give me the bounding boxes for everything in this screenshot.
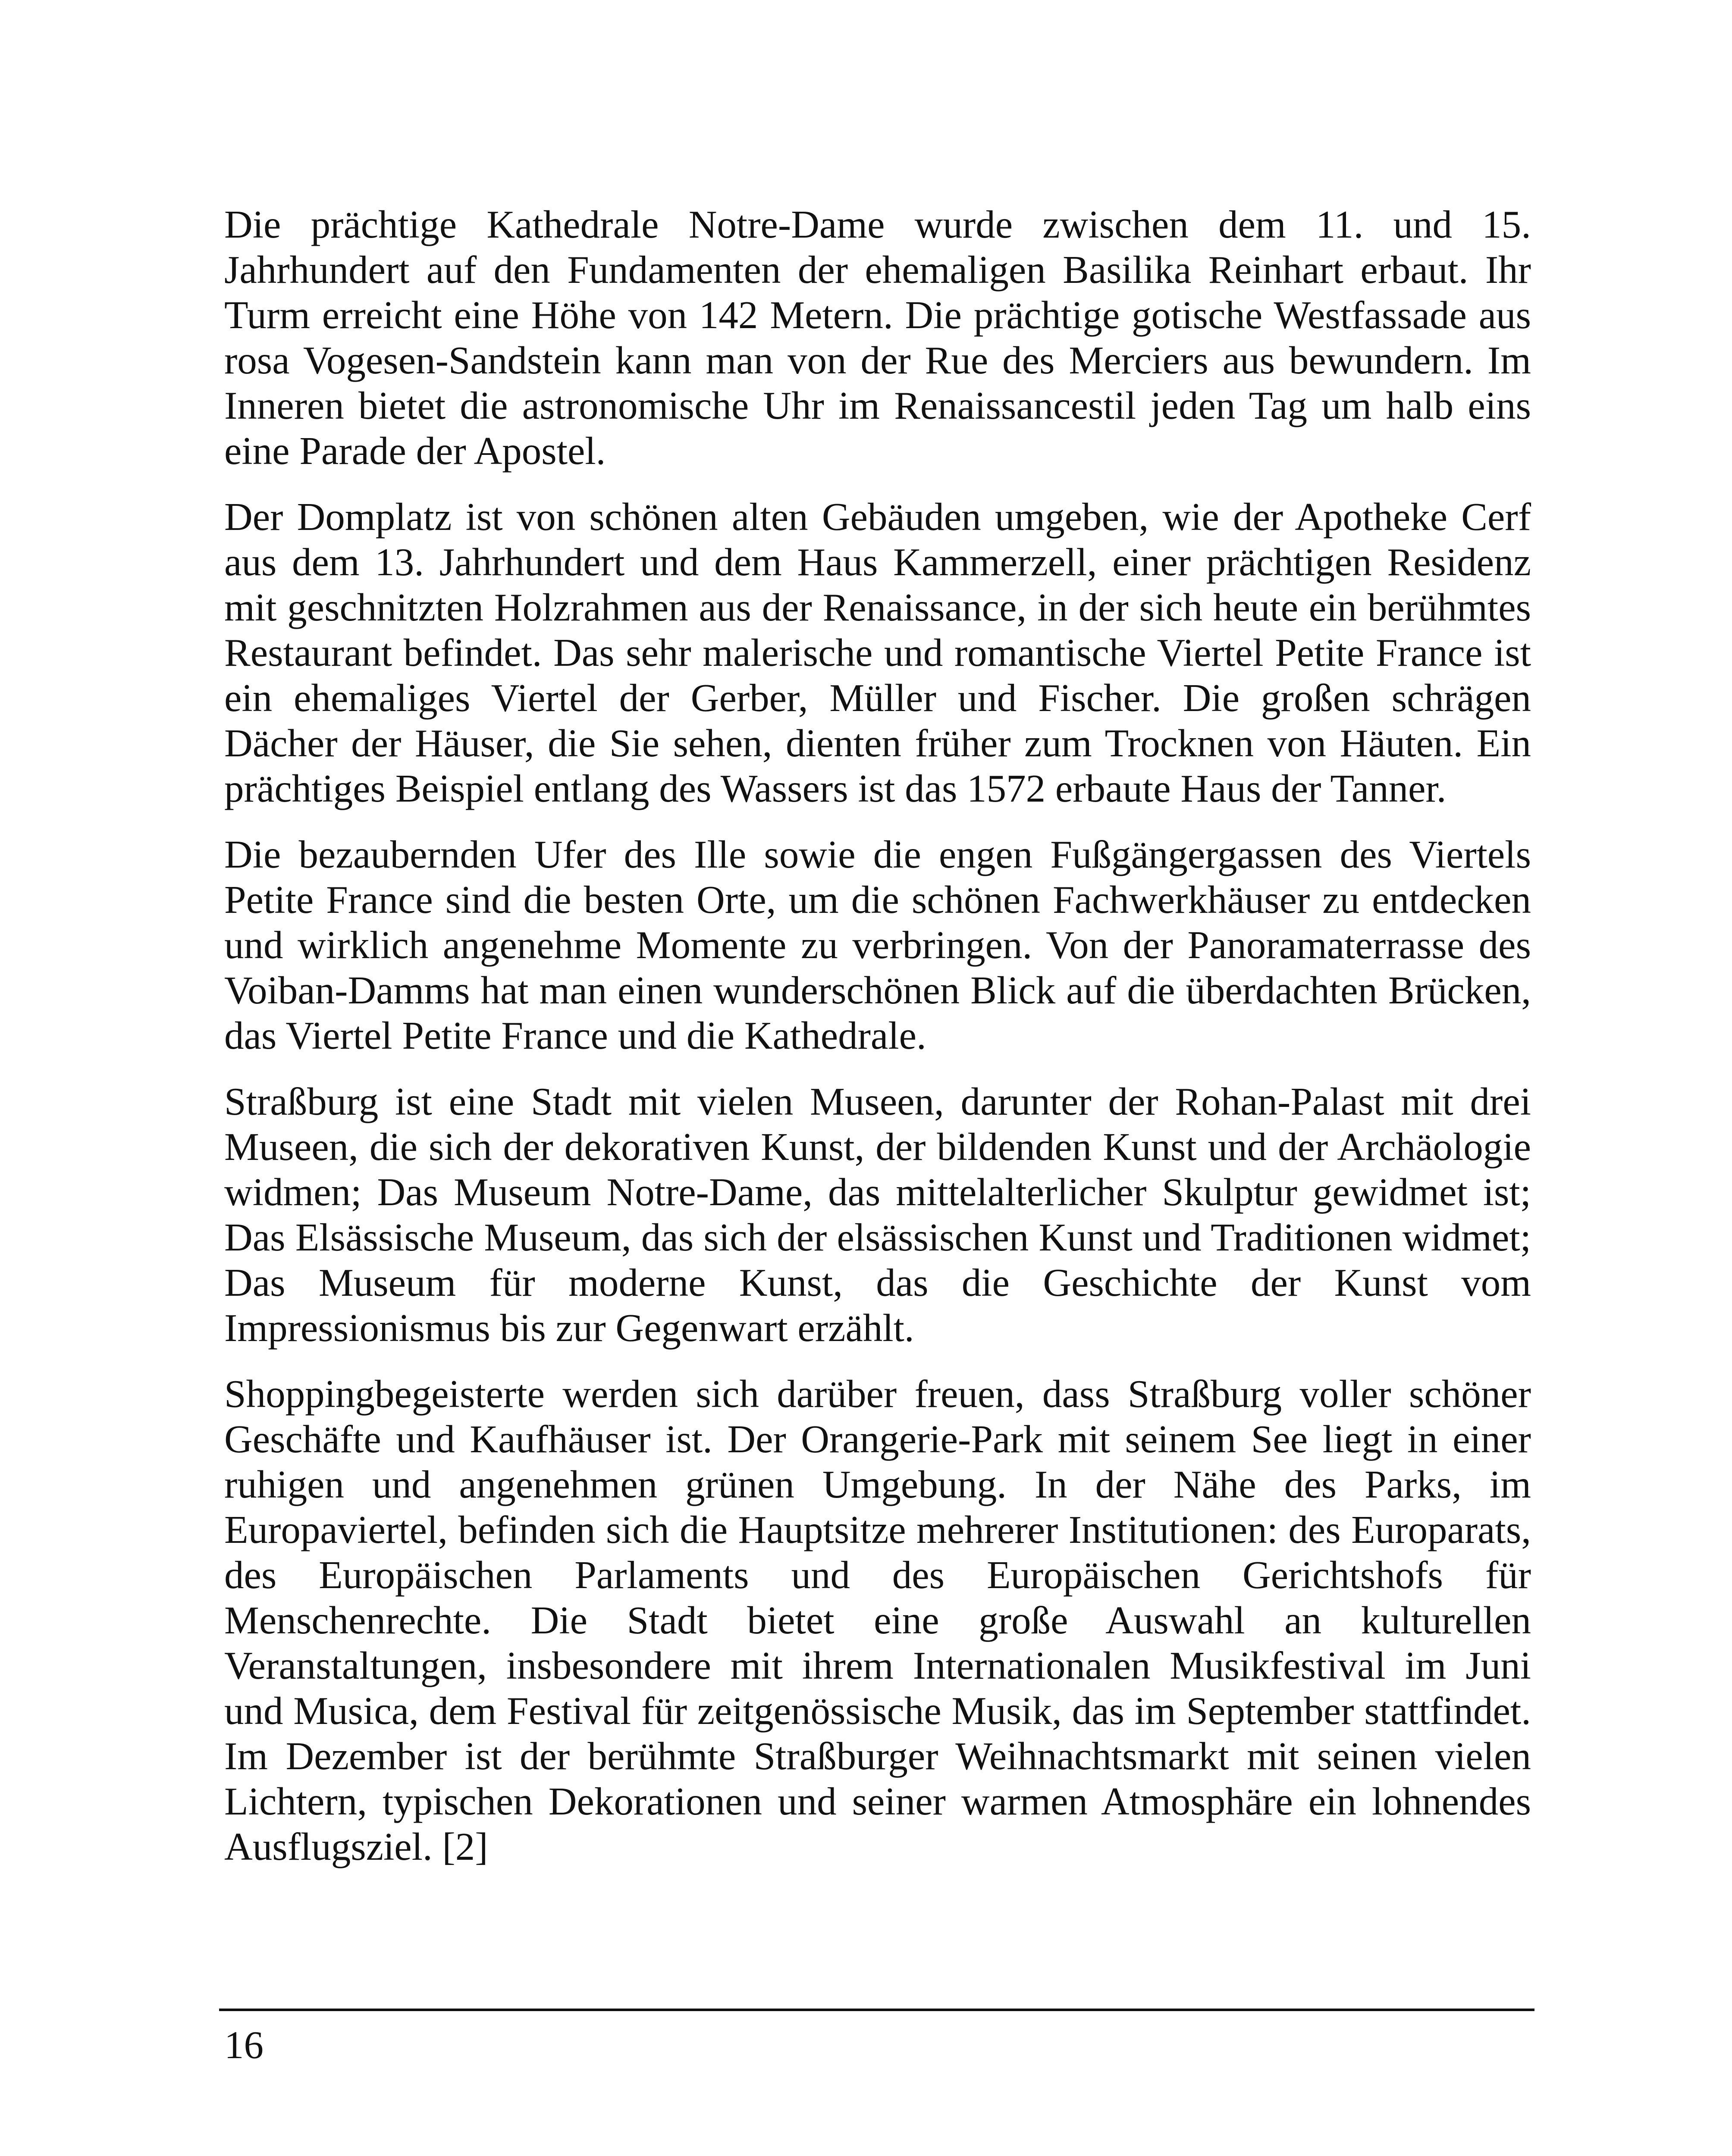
paragraph-petite-france: Die bezaubernden Ufer des Ille sowie die engen Fußgängergassen des Viertels Petite France sind die besten Orte, um die schönen Fachwerkhäuser zu entdecken und wirklich angenehme Momente zu verbringen. Von der Panoramaterrasse des Voiban-Damms hat man einen wunderschönen Blick auf die überdachten Brücken, das Viertel Petite France und die Kathedrale. xyxy=(224,833,1531,1057)
paragraph-shopping-culture: Shoppingbegeisterte werden sich darüber freuen, dass Straßburg voller schöner Geschäfte und Kaufhäuser ist. Der Orangerie-Park mit seinem See liegt in einer ruhigen und angenehmen grünen Umgebung. In der Nähe des Parks, im Europaviertel, befinden sich die Hauptsitze mehrerer Institutionen: des Europarats, des Europäischen Parlaments und des Europäischen Gerichtshofs für Menschenrechte. Die Stadt bietet eine große Auswahl an kulturellen Veranstaltungen, insbesondere mit ihrem Internationalen Musikfestival im Juni und Musica, dem Festival für zeitgenössische Musik, das im September stattfindet. Im Dezember ist der berühmte Straßburger Weihnachtsmarkt mit seinen vielen Lichtern, typischen Dekorationen und seiner warmen Atmosphäre ein lohnendes Ausflugsziel. [2] xyxy=(224,1372,1531,1868)
footer-divider xyxy=(219,2009,1534,2011)
paragraph-cathedral: Die prächtige Kathedrale Notre-Dame wurde zwischen dem 11. und 15. Jahrhundert auf den Fundamenten der ehemaligen Basilika Reinhart erbaut. Ihr Turm erreicht eine Höhe von 142 Metern. Die prächtige gotische Westfassade aus rosa Vogesen-Sandstein kann man von der Rue des Merciers aus bewundern. Im Inneren bietet die astronomische Uhr im Renaissancestil jeden Tag um halb eins eine Parade der Apostel. xyxy=(224,203,1531,473)
body-text xyxy=(224,202,1531,1890)
paragraph-museums: Straßburg ist eine Stadt mit vielen Museen, darunter der Rohan-Palast mit drei Museen, die sich der dekorativen Kunst, der bildenden Kunst und der Archäologie widmen; Das Museum Notre-Dame, das mittelalterlicher Skulptur gewidmet ist; Das Elsässische Museum, das sich der elsässischen Kunst und Traditionen widmet; Das Museum für moderne Kunst, das die Geschichte der Kunst vom Impressionismus bis zur Gegenwart erzählt. xyxy=(224,1080,1531,1350)
paragraph-cathedral-square: Der Domplatz ist von schönen alten Gebäuden umgeben, wie der Apotheke Cerf aus dem 13. Jahrhundert und dem Haus Kammerzell, einer prächtigen Residenz mit geschnitzten Holzrahmen aus der Renaissance, in der sich heute ein berühmtes Restaurant befindet. Das sehr malerische und romantische Viertel Petite France ist ein ehemaliges Viertel der Gerber, Müller und Fischer. Die großen schrägen Dächer der Häuser, die Sie sehen, dienten früher zum Trocknen von Häuten. Ein prächtiges Beispiel entlang des Wassers ist das 1572 erbaute Haus der Tanner. xyxy=(224,495,1531,810)
page-number: 16 xyxy=(224,2023,264,2067)
